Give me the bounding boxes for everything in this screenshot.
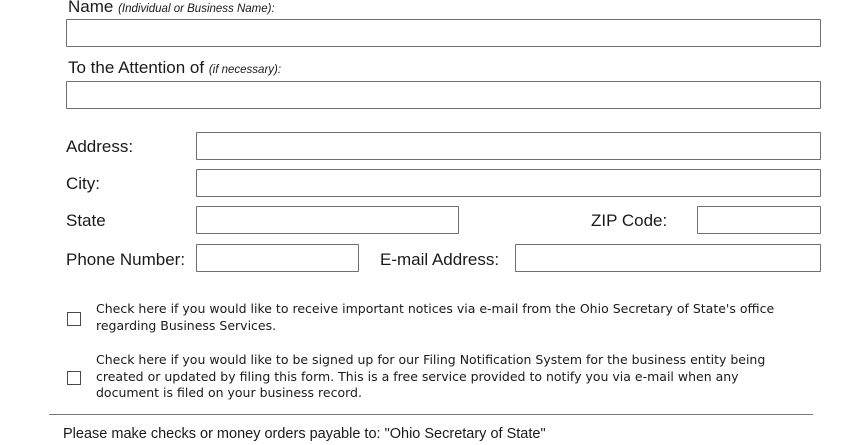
attention-field[interactable] xyxy=(66,81,821,109)
notices-checkbox[interactable] xyxy=(67,312,81,326)
name-label-text: Name xyxy=(68,0,114,16)
city-label: City: xyxy=(66,174,100,193)
notices-checkbox-text: Check here if you would like to receive important notices via e-mail from the Ohio Secretary of State's office regarding Business Services. xyxy=(96,301,775,333)
attention-label xyxy=(68,58,281,78)
email-field[interactable] xyxy=(515,244,821,272)
payable-note: Please make checks or money orders payable to: "Ohio Secretary of State" xyxy=(63,426,546,442)
address-label: Address: xyxy=(66,137,134,156)
name-field[interactable] xyxy=(66,19,821,47)
address-field[interactable] xyxy=(196,132,821,160)
phone-label: Phone Number: xyxy=(66,250,186,269)
name-label xyxy=(68,0,275,17)
zip-field[interactable] xyxy=(697,206,821,234)
email-label: E-mail Address: xyxy=(380,250,500,269)
phone-field[interactable] xyxy=(196,244,359,272)
filing-notification-checkbox[interactable] xyxy=(67,371,81,385)
state-field[interactable] xyxy=(196,206,459,234)
zip-label: ZIP Code: xyxy=(591,211,668,230)
attention-label-text: To the Attention of xyxy=(68,58,205,77)
name-hint: (Individual or Business Name): xyxy=(118,3,275,15)
filing-notification-checkbox-text: Check here if you would like to be signed up for our Filing Notification System for the business entity being created or updated by filing this form. This is a free service provided to notify you via e-mail when any document is filed on your business record. xyxy=(96,352,766,400)
city-field[interactable] xyxy=(196,169,821,197)
attention-hint: (if necessary): xyxy=(208,64,282,76)
section-divider xyxy=(49,414,813,415)
state-label: State xyxy=(66,211,106,230)
